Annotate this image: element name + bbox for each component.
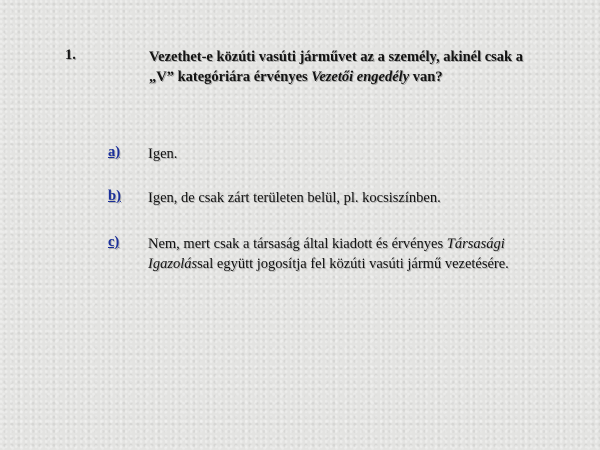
option-a-text[interactable]: Igen.: [148, 146, 178, 162]
question-text: [149, 47, 549, 87]
option-c-text-part2: sal együtt jogosítja fel közúti vasúti jármű vezetésére.: [197, 256, 509, 272]
question-text-part2: van?: [409, 69, 443, 85]
question-text-part1: Vezethet-e közúti vasúti járművet az a személy, akinél csak a „V” kategóriára érvényes: [149, 49, 523, 85]
question-text-italic: Vezetői engedély: [311, 69, 410, 85]
option-a-link[interactable]: a): [108, 144, 121, 160]
option-c-text[interactable]: [148, 234, 548, 274]
option-c-text-italic: Társasági Igazolás: [148, 236, 505, 272]
option-c-link[interactable]: c): [108, 234, 120, 250]
option-b-link[interactable]: b): [108, 188, 121, 204]
option-b-text[interactable]: Igen, de csak zárt területen belül, pl. kocsiszínben.: [148, 190, 441, 206]
option-c-text-part1: Nem, mert csak a társaság által kiadott és érvényes: [148, 236, 447, 252]
question-number: 1.: [65, 47, 76, 63]
